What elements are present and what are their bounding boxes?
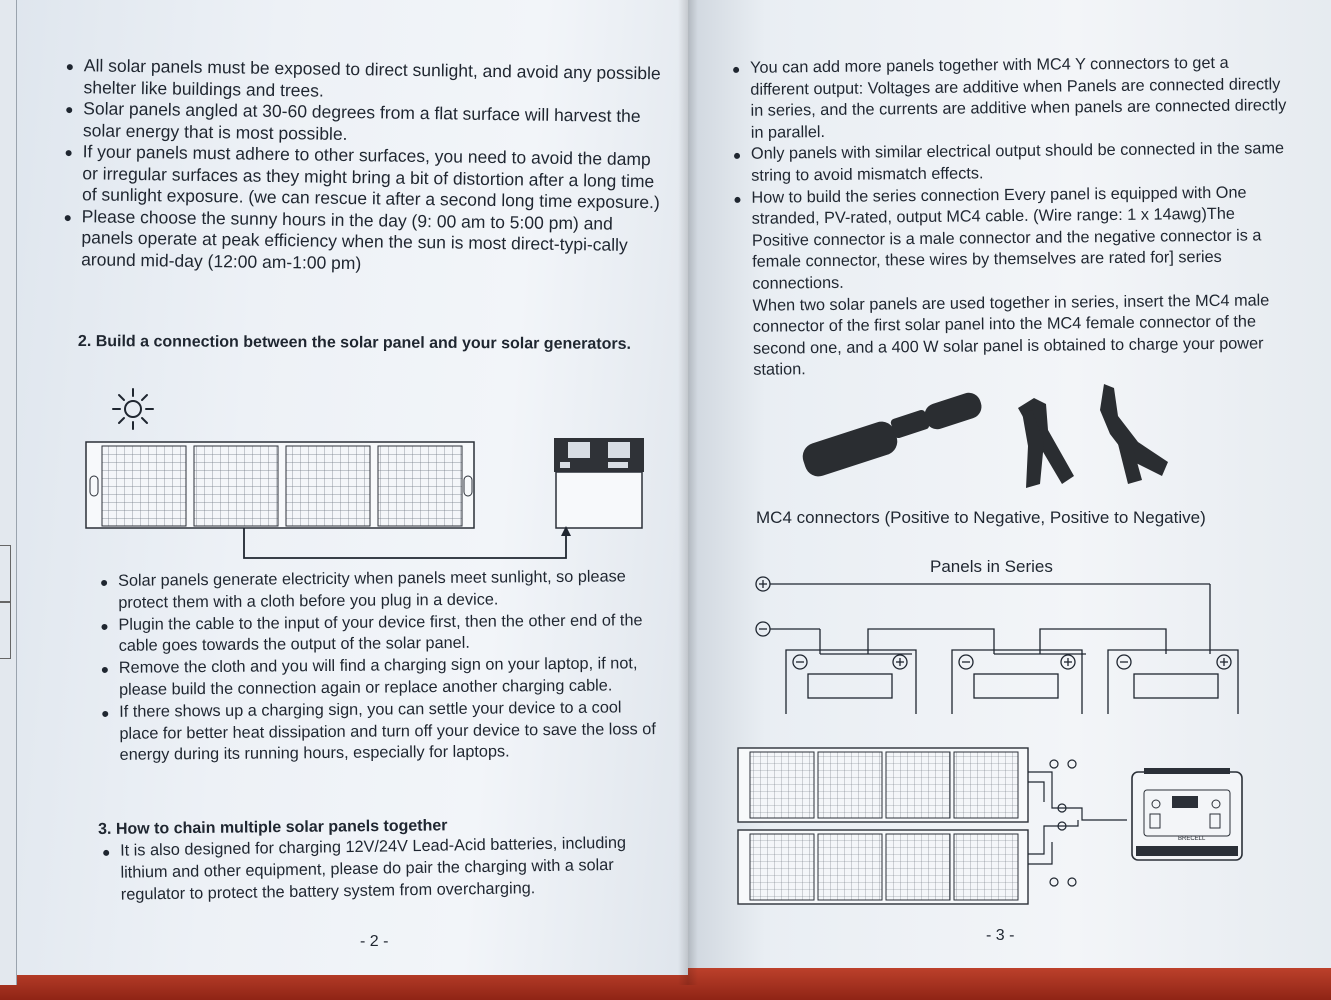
list-item: Only panels with similar electrical output should be connected in the same string to avoid mismatch effects. bbox=[731, 139, 1291, 188]
page-number: - 3 - bbox=[986, 927, 1015, 944]
list-item: Solar panels angled at 30-60 degrees from a flat surface will harvest the solar energy that is most possible. bbox=[63, 98, 664, 149]
panel-lower bbox=[738, 830, 1028, 904]
list-item: You can add more panels together with MC4 Y connectors to get a different output: Voltages are additive when Panels are connected directly in series, and the currents are additive when panels are connected directly in parallel. bbox=[730, 52, 1291, 144]
page-3 bbox=[688, 0, 1331, 968]
list-item: Plugin the cable to the input of your device first, then the other end of the cable goes towards the output of the solar panel. bbox=[98, 610, 658, 658]
series-diagram-title: Panels in Series bbox=[930, 557, 1053, 576]
list-item: All solar panels must be exposed to direct sunlight, and avoid any possible shelter like buildings and trees. bbox=[63, 55, 664, 106]
series-panel-1 bbox=[786, 650, 916, 714]
section-2-heading: 2. Build a connection between the solar panel and your solar generators. bbox=[77, 332, 631, 353]
power-station-brand: BRECELL bbox=[1178, 836, 1206, 842]
intro-bullet-list bbox=[61, 55, 664, 278]
sun-icon bbox=[110, 386, 156, 432]
booklet-spine bbox=[678, 0, 698, 985]
section-2-bullet-list bbox=[98, 566, 660, 767]
mc4-caption: MC4 connectors (Positive to Negative, Positive to Negative) bbox=[756, 508, 1206, 527]
list-item: Please choose the sunny hours in the day (9: 00 am to 5:00 pm) and panels operate at peak efficiency when the sun is most direct-typi-cally around mid-day (12:00 am-1:00 pm) bbox=[61, 205, 662, 278]
list-item: If your panels must adhere to other surfaces, you need to avoid the damp or irregular surfaces as they might bring a bit of distortion after a long time of sunlight exposure. (we can rescue it after a second long time exposure.) bbox=[62, 141, 663, 214]
series-wiring-diagram bbox=[748, 572, 1308, 722]
page-number: - 2 - bbox=[360, 933, 389, 950]
page-edge-tab bbox=[0, 601, 11, 659]
two-panels-to-station-diagram bbox=[732, 742, 1272, 910]
series-bullet-list bbox=[730, 52, 1293, 382]
page-edge-tab bbox=[0, 545, 11, 603]
list-item: Remove the cloth and you will find a charging sign on your laptop, if not, please build the connection again or replace another charging cable. bbox=[99, 653, 659, 701]
power-station-unit bbox=[1132, 768, 1242, 860]
section-3-heading: 3. How to chain multiple solar panels together bbox=[98, 817, 448, 838]
panel-upper bbox=[738, 748, 1028, 822]
mc4-connectors-illustration bbox=[796, 380, 1196, 498]
panel-to-generator-diagram bbox=[84, 430, 644, 565]
solar-panel-illustration bbox=[86, 442, 474, 528]
series-panel-2 bbox=[952, 650, 1082, 714]
list-item: How to build the series connection Every panel is equipped with One stranded, PV-rated, output MC4 cable. (Wire range: 1 x 14awg)The Positive connector is a male connector and the negative connector is a female connector, these wires by themselves are rated for] series connections. bbox=[731, 182, 1292, 296]
page-2 bbox=[16, 0, 688, 975]
section-3-bullet-list bbox=[100, 832, 661, 906]
power-station-illustration bbox=[554, 438, 644, 528]
previous-page-edge bbox=[0, 0, 17, 985]
series-instruction-text: When two solar panels are used together in series, insert the MC4 male connector of the first solar panel into the MC4 female connector of the second one, and a 400 W solar panel is obtained to charge your power station. bbox=[752, 290, 1270, 380]
series-panel-3 bbox=[1108, 650, 1238, 714]
list-item: It is also designed for charging 12V/24V Lead-Acid batteries, including lithium and other equipment, please do pair the charging with a solar regulator to protect the battery system from overcharging. bbox=[100, 832, 661, 906]
list-item: Solar panels generate electricity when panels meet sunlight, so please protect them with a cloth before you plug in a device. bbox=[98, 566, 658, 614]
list-item: If there shows up a charging sign, you can settle your device to a cool place for better heat dissipation and turn off your device to save the loss of energy during its running hours, especially for laptops. bbox=[99, 697, 660, 767]
